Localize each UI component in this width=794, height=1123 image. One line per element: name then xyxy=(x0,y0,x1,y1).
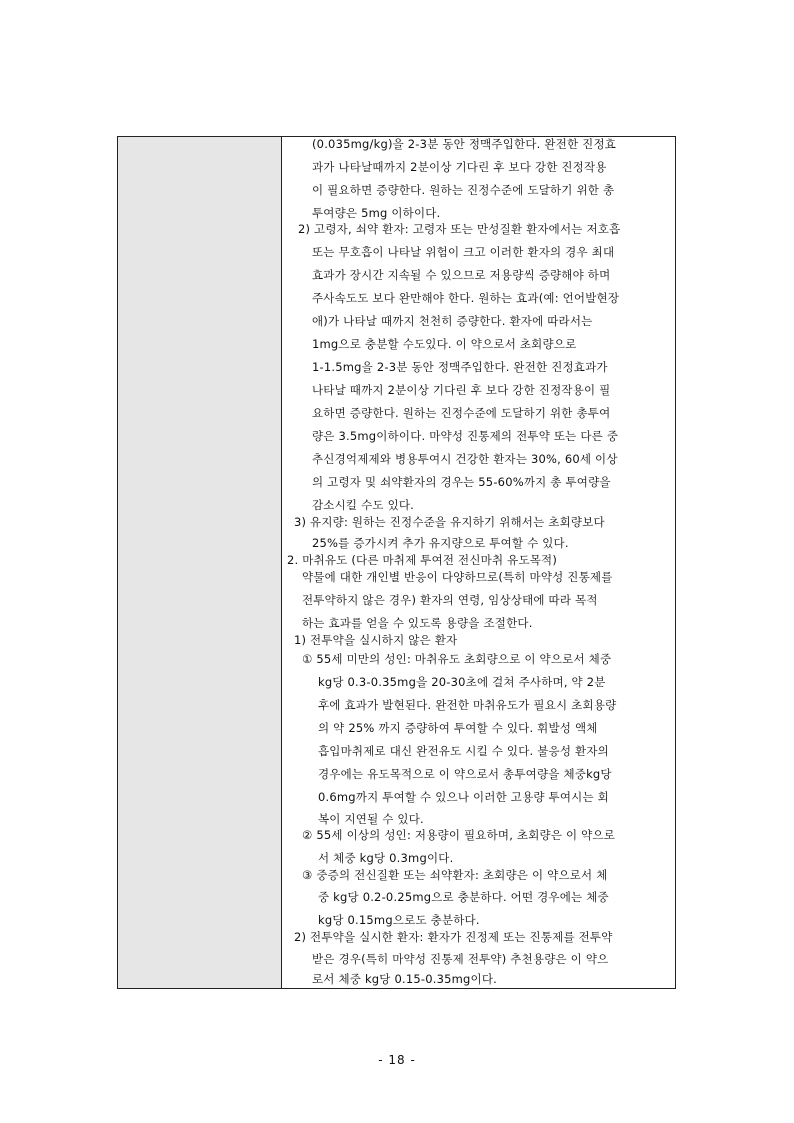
text-line: 로서 체중 kg당 0.15-0.35mg이다. xyxy=(312,972,498,986)
text-line: 1-1.5mg을 2-3분 동안 정맥주입한다. 완전한 진정효과가 xyxy=(312,360,608,374)
text-line: 주사속도도 보다 완만해야 한다. 원하는 효과(예: 언어발현장 xyxy=(312,291,620,305)
text-line: 받은 경우(특히 마약성 진통제 전투약) 추천용량은 이 약으 xyxy=(312,952,609,966)
text-line: 감소시킬 수도 있다. xyxy=(312,498,415,512)
text-line: 3) 유지량: 원하는 진정수준을 유지하기 위해서는 초회량보다 xyxy=(294,515,605,529)
text-line: ② 55세 이상의 성인: 저용량이 필요하며, 초회량은 이 약으로 xyxy=(302,828,616,842)
table-label-cell xyxy=(118,137,282,988)
text-line: 1mg으로 충분할 수도있다. 이 약으로서 초회량으로 xyxy=(312,337,577,351)
text-line: 2. 마취유도 (다른 마취제 투여전 전신마취 유도목적) xyxy=(287,553,558,567)
text-line: 흡입마취제로 대신 완전유도 시킬 수 있다. 불응성 환자의 xyxy=(318,744,609,758)
text-line: (0.035mg/kg)을 2-3분 동안 정맥주입한다. 완전한 진정효 xyxy=(312,137,617,151)
text-line: 량은 3.5mg이하이다. 마약성 진통제의 전투약 또는 다른 중 xyxy=(312,429,619,443)
text-line: 과가 나타날때까지 2분이상 기다린 후 보다 강한 진정작용 xyxy=(312,160,607,174)
text-line: 이 필요하면 증량한다. 원하는 진정수준에 도달하기 위한 총 xyxy=(312,183,615,197)
text-line: 경우에는 유도목적으로 이 약으로서 총투여량을 체중kg당 xyxy=(318,767,612,781)
text-line: 투여량은 5mg 이하이다. xyxy=(312,206,441,220)
text-line: ① 55세 미만의 성인: 마취유도 초회량으로 이 약으로서 체중 xyxy=(302,652,612,666)
text-line: 추신경억제제와 병용투여시 건강한 환자는 30%, 60세 이상 xyxy=(312,452,618,466)
text-line: 서 체중 kg당 0.3mg이다. xyxy=(318,851,454,865)
text-line: 약물에 대한 개인별 반응이 다양하므로(특히 마약성 진통제를 xyxy=(302,570,613,584)
text-line: 효과가 장시간 지속될 수 있으므로 저용량씩 증량해야 하며 xyxy=(312,268,611,282)
text-line: kg당 0.15mg으로도 충분하다. xyxy=(318,913,480,927)
dosage-table xyxy=(117,136,676,989)
text-line: 의 약 25% 까지 증량하여 투여할 수 있다. 휘발성 액체 xyxy=(318,721,598,735)
text-line: 2) 전투약을 실시한 환자: 환자가 진정제 또는 진통제를 전투약 xyxy=(294,930,613,944)
text-line: 중 kg당 0.2-0.25mg으로 충분하다. 어떤 경우에는 체중 xyxy=(318,890,609,904)
text-line: 의 고령자 및 쇠약환자의 경우는 55-60%까지 총 투여량을 xyxy=(312,475,611,489)
page-number: - 18 - xyxy=(378,1053,416,1067)
text-line: 하는 효과를 얻을 수 있도록 용량을 조절한다. xyxy=(302,616,533,630)
text-line: 1) 전투약을 실시하지 않은 환자 xyxy=(294,633,458,647)
text-line: 나타날 때까지 2분이상 기다린 후 보다 강한 진정작용이 필 xyxy=(312,383,611,397)
table-content-cell xyxy=(282,137,675,988)
text-line: kg당 0.3-0.35mg을 20-30초에 걸쳐 주사하며, 약 2분 xyxy=(318,675,606,689)
text-line: 전투약하지 않은 경우) 환자의 연령, 임상상태에 따라 목적 xyxy=(302,593,598,607)
text-line: ③ 중증의 전신질환 또는 쇠약환자: 초회량은 이 약으로서 체 xyxy=(302,868,608,882)
text-line: 또는 무호흡이 나타날 위험이 크고 이러한 환자의 경우 최대 xyxy=(312,245,615,259)
text-line: 요하면 증량한다. 원하는 진정수준에 도달하기 위한 총투여 xyxy=(312,406,611,420)
text-line: 복이 지연될 수 있다. xyxy=(318,812,424,826)
text-line: 25%를 증가시켜 추가 유지량으로 투여할 수 있다. xyxy=(312,536,569,550)
text-line: 애)가 나타날 때까지 천천히 증량한다. 환자에 따라서는 xyxy=(312,314,593,328)
text-line: 0.6mg까지 투여할 수 있으나 이러한 고용량 투여시는 회 xyxy=(318,790,609,804)
text-line: 후에 효과가 발현된다. 완전한 마취유도가 필요시 초회용량 xyxy=(318,698,617,712)
text-line: 2) 고령자, 쇠약 환자: 고령자 또는 만성질환 환자에서는 저호흡 xyxy=(298,222,621,236)
